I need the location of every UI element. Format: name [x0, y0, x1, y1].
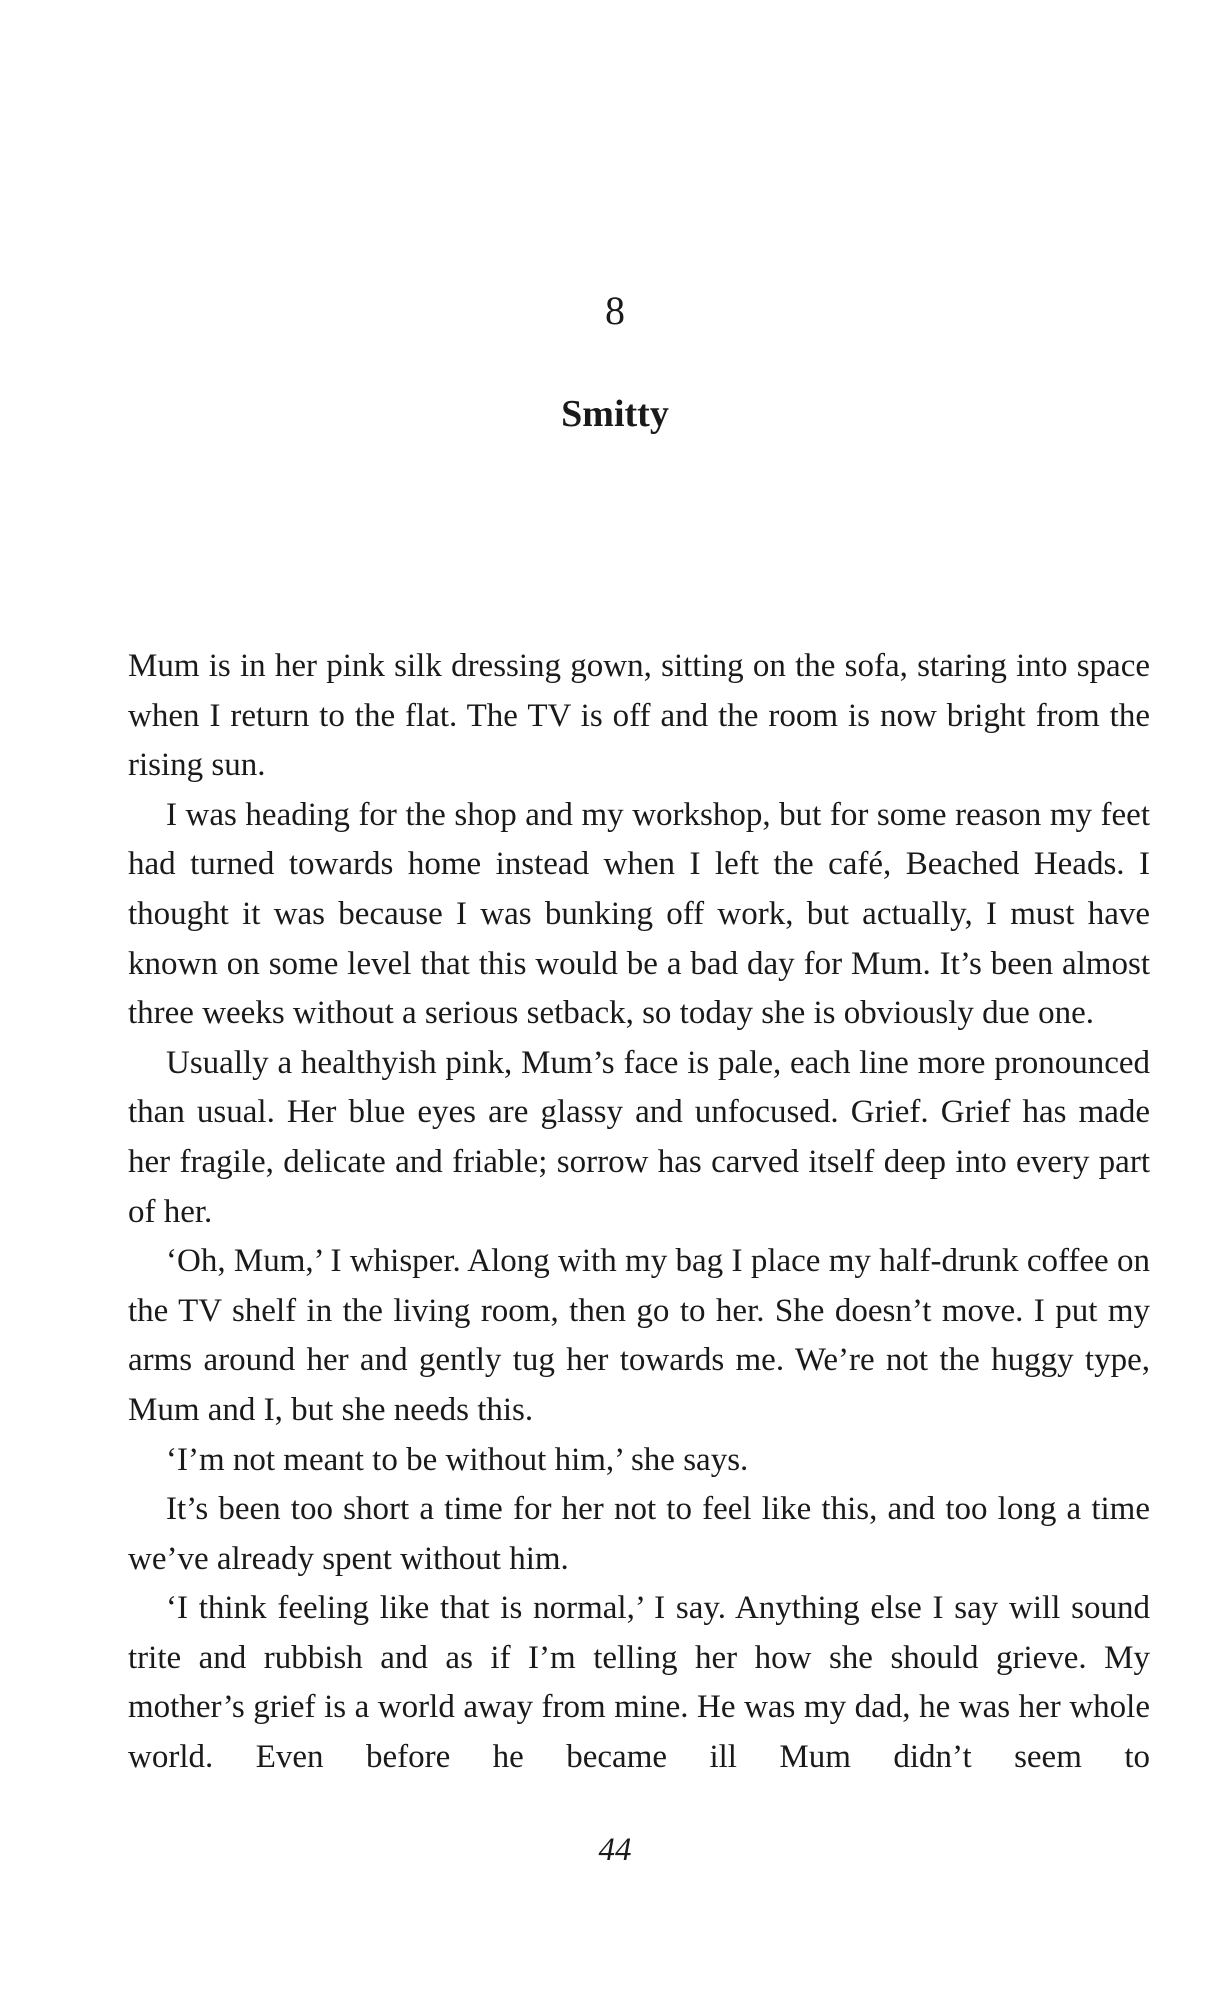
- paragraph: ‘Oh, Mum,’ I whisper. Along with my bag I place my half-drunk coffee on the TV shelf in the living room, then go to her. She doesn’t move. I put my arms around her and gently tug her towards me. We’re not the huggy type, Mum and I, but she needs this.: [128, 1243, 1150, 1428]
- body-text: [128, 642, 1150, 1783]
- paragraph: It’s been too short a time for her not to feel like this, and too long a time we’ve already spent without him.: [128, 1491, 1150, 1577]
- paragraph: I was heading for the shop and my workshop, but for some reason my feet had turned towards home instead when I left the café, Beached Heads. I thought it was because I was bunking off work, but actually, I must have known on some level that this would be a bad day for Mum. It’s been almost three weeks without a serious setback, so today she is obviously due one.: [128, 796, 1150, 1032]
- paragraph: Usually a healthyish pink, Mum’s face is pale, each line more pronounced than usual. Her blue eyes are glassy and unfocused. Grief. Grief has made her fragile, delicate and friable; sorrow has carved itself deep into every part of her.: [128, 1044, 1150, 1230]
- paragraph: Mum is in her pink silk dressing gown, sitting on the sofa, staring into space when I return to the flat. The TV is off and the room is now bright from the rising sun.: [128, 648, 1150, 784]
- paragraph-last: ‘I think feeling like that is normal,’ I say. Anything else I say will sound trite and rubbish and as if I’m telling her how she should grieve. My mother’s grief is a world away from mine. He was my dad, he was her whole world. Even before he became ill Mum didn’t seem to: [128, 1590, 1150, 1776]
- page-number: 44: [598, 1832, 632, 1868]
- chapter-title: Smitty: [561, 393, 669, 435]
- chapter-number: 8: [605, 288, 625, 333]
- paragraph: ‘I’m not meant to be without him,’ she says.: [166, 1441, 749, 1478]
